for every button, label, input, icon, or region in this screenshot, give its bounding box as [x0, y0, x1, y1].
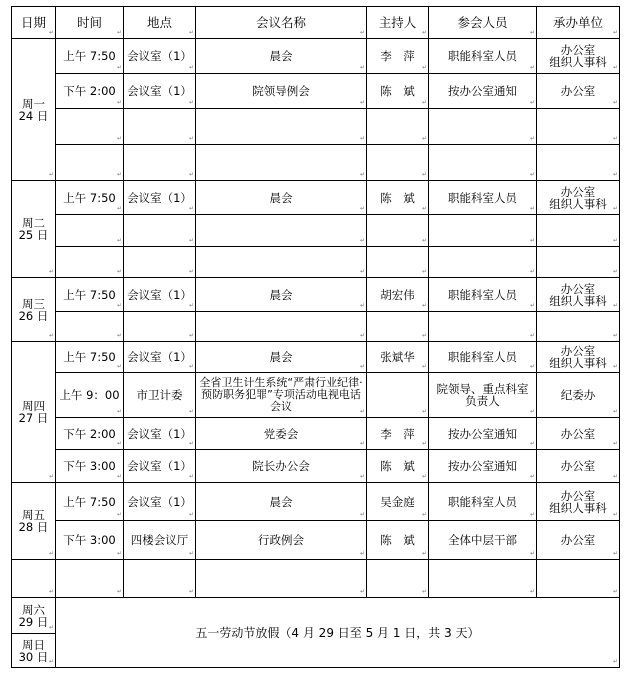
organizer-cell: 办公室 组织人事科 ↵	[537, 181, 620, 215]
organizer-cell	[537, 215, 620, 247]
organizer-cell: 办公室 组织人事科 ↵	[537, 278, 620, 312]
meeting-cell: 晨会 ↵	[196, 278, 367, 312]
time-cell	[56, 109, 124, 145]
attendees-cell	[429, 560, 537, 598]
location-cell	[124, 145, 196, 181]
host-cell	[367, 373, 429, 418]
location-cell: 会议室（1） ↵	[124, 74, 196, 109]
time-cell: 下午 3:00 ↵	[56, 450, 124, 483]
meeting-cell	[196, 312, 367, 342]
attendees-cell: 按办公室通知 ↵	[429, 450, 537, 483]
table-row	[12, 109, 620, 145]
attendees-cell: 职能科室人员 ↵	[429, 39, 537, 74]
table-row	[12, 181, 620, 215]
meeting-cell: 晨会 ↵	[196, 483, 367, 521]
attendees-cell: 职能科室人员 ↵	[429, 181, 537, 215]
host-cell: 陈 斌 ↵	[367, 521, 429, 560]
date-cell-sat: 周六 29 日 ↵	[12, 598, 56, 634]
attendees-cell	[429, 145, 537, 181]
header-organizer: 承办单位 ↵	[537, 7, 620, 39]
table-row	[12, 483, 620, 521]
table-row	[12, 521, 620, 560]
header-attendees: 参会人员 ↵	[429, 7, 537, 39]
date-cell-thu: 周四 27 日 ↵	[12, 342, 56, 483]
organizer-cell	[537, 560, 620, 598]
attendees-cell: 职能科室人员 ↵	[429, 342, 537, 373]
host-cell: 陈 斌 ↵	[367, 74, 429, 109]
date-cell-empty	[12, 560, 56, 598]
organizer-cell: 纪委办 ↵	[537, 373, 620, 418]
date-cell-sun: 周日 30 日 ↵	[12, 634, 56, 668]
host-cell	[367, 312, 429, 342]
attendees-cell	[429, 247, 537, 278]
organizer-cell	[537, 247, 620, 278]
holiday-notice: 五一劳动节放假（4 月 29 日至 5 月 1 日，共 3 天） ↵	[56, 598, 620, 668]
attendees-cell: 按办公室通知 ↵	[429, 74, 537, 109]
time-cell	[56, 560, 124, 598]
host-cell: 胡宏伟 ↵	[367, 278, 429, 312]
meeting-cell: 院领导例会 ↵	[196, 74, 367, 109]
attendees-cell	[429, 109, 537, 145]
time-cell: 上午 7:50 ↵	[56, 483, 124, 521]
header-host: 主持人 ↵	[367, 7, 429, 39]
location-cell	[124, 247, 196, 278]
location-cell: 会议室（1） ↵	[124, 181, 196, 215]
meeting-cell: 党委会 ↵	[196, 418, 367, 450]
time-cell: 上午 7:50 ↵	[56, 181, 124, 215]
header-meeting: 会议名称 ↵	[196, 7, 367, 39]
meeting-cell	[196, 247, 367, 278]
meeting-cell: 晨会 ↵	[196, 39, 367, 74]
host-cell: 张斌华 ↵	[367, 342, 429, 373]
organizer-cell	[537, 109, 620, 145]
organizer-cell	[537, 312, 620, 342]
table-row	[12, 312, 620, 342]
table-row	[12, 145, 620, 181]
host-cell	[367, 560, 429, 598]
meeting-cell	[196, 109, 367, 145]
host-cell: 李 萍 ↵	[367, 418, 429, 450]
meeting-cell	[196, 560, 367, 598]
table-row	[12, 247, 620, 278]
time-cell	[56, 145, 124, 181]
time-cell: 下午 3:00 ↵	[56, 521, 124, 560]
location-cell: 会议室（1） ↵	[124, 342, 196, 373]
header-location: 地点 ↵	[124, 7, 196, 39]
time-cell	[56, 247, 124, 278]
meeting-cell	[196, 145, 367, 181]
attendees-cell: 按办公室通知 ↵	[429, 418, 537, 450]
organizer-cell: 办公室 组织人事科 ↵	[537, 39, 620, 74]
table-row	[12, 418, 620, 450]
time-cell: 上午 7:50 ↵	[56, 39, 124, 74]
location-cell	[124, 560, 196, 598]
host-cell	[367, 145, 429, 181]
header-date: 日期 ↵	[12, 7, 56, 39]
location-cell: 四楼会议厅 ↵	[124, 521, 196, 560]
location-cell	[124, 312, 196, 342]
time-cell: 上午 7:50 ↵	[56, 278, 124, 312]
table-row	[12, 598, 620, 634]
date-cell-fri: 周五 28 日 ↵	[12, 483, 56, 560]
date-cell-mon: 周一 24 日 ↵	[12, 39, 56, 181]
organizer-cell: 办公室 组织人事科 ↵	[537, 342, 620, 373]
location-cell: 会议室（1） ↵	[124, 450, 196, 483]
location-cell: 市卫计委 ↵	[124, 373, 196, 418]
table-row	[12, 342, 620, 373]
table-row	[12, 560, 620, 598]
organizer-cell: 办公室 组织人事科 ↵	[537, 483, 620, 521]
location-cell: 会议室（1） ↵	[124, 483, 196, 521]
organizer-cell: 办公室 ↵	[537, 450, 620, 483]
attendees-cell: 职能科室人员 ↵	[429, 278, 537, 312]
host-cell	[367, 109, 429, 145]
time-cell	[56, 215, 124, 247]
meeting-cell	[196, 215, 367, 247]
organizer-cell: 办公室 ↵	[537, 521, 620, 560]
table-row	[12, 450, 620, 483]
attendees-cell	[429, 312, 537, 342]
location-cell: 会议室（1） ↵	[124, 39, 196, 74]
time-cell	[56, 312, 124, 342]
organizer-cell: 办公室 ↵	[537, 418, 620, 450]
table-row	[12, 74, 620, 109]
host-cell: 陈 斌 ↵	[367, 450, 429, 483]
location-cell	[124, 109, 196, 145]
attendees-cell: 院领导、重点科室负责人 ↵	[429, 373, 537, 418]
location-cell	[124, 215, 196, 247]
host-cell: 李 萍 ↵	[367, 39, 429, 74]
location-cell: 会议室（1） ↵	[124, 278, 196, 312]
table-row	[12, 39, 620, 74]
meeting-cell: 晨会 ↵	[196, 342, 367, 373]
table-row	[12, 215, 620, 247]
host-cell: 吴金庭 ↵	[367, 483, 429, 521]
host-cell	[367, 215, 429, 247]
time-cell: 上午 9：00 ↵	[56, 373, 124, 418]
host-cell	[367, 247, 429, 278]
table-row	[12, 373, 620, 418]
location-cell: 会议室（1） ↵	[124, 418, 196, 450]
meeting-cell: 全省卫生计生系统“严肃行业纪律·预防职务犯罪”专项活动电视电话会议 ↵	[196, 373, 367, 418]
organizer-cell: 办公室 ↵	[537, 74, 620, 109]
date-cell-wed: 周三 26 日 ↵	[12, 278, 56, 342]
organizer-cell	[537, 145, 620, 181]
meeting-cell: 晨会 ↵	[196, 181, 367, 215]
attendees-cell: 职能科室人员 ↵	[429, 483, 537, 521]
host-cell: 陈 斌 ↵	[367, 181, 429, 215]
header-time: 时间 ↵	[56, 7, 124, 39]
header-row	[12, 7, 620, 39]
time-cell: 下午 2:00 ↵	[56, 418, 124, 450]
time-cell: 上午 7:50 ↵	[56, 342, 124, 373]
meeting-schedule-table	[11, 6, 620, 668]
date-cell-tue: 周二 25 日 ↵	[12, 181, 56, 278]
meeting-cell: 院长办公会 ↵	[196, 450, 367, 483]
attendees-cell	[429, 215, 537, 247]
meeting-cell: 行政例会 ↵	[196, 521, 367, 560]
attendees-cell: 全体中层干部 ↵	[429, 521, 537, 560]
table-row	[12, 278, 620, 312]
time-cell: 下午 2:00 ↵	[56, 74, 124, 109]
